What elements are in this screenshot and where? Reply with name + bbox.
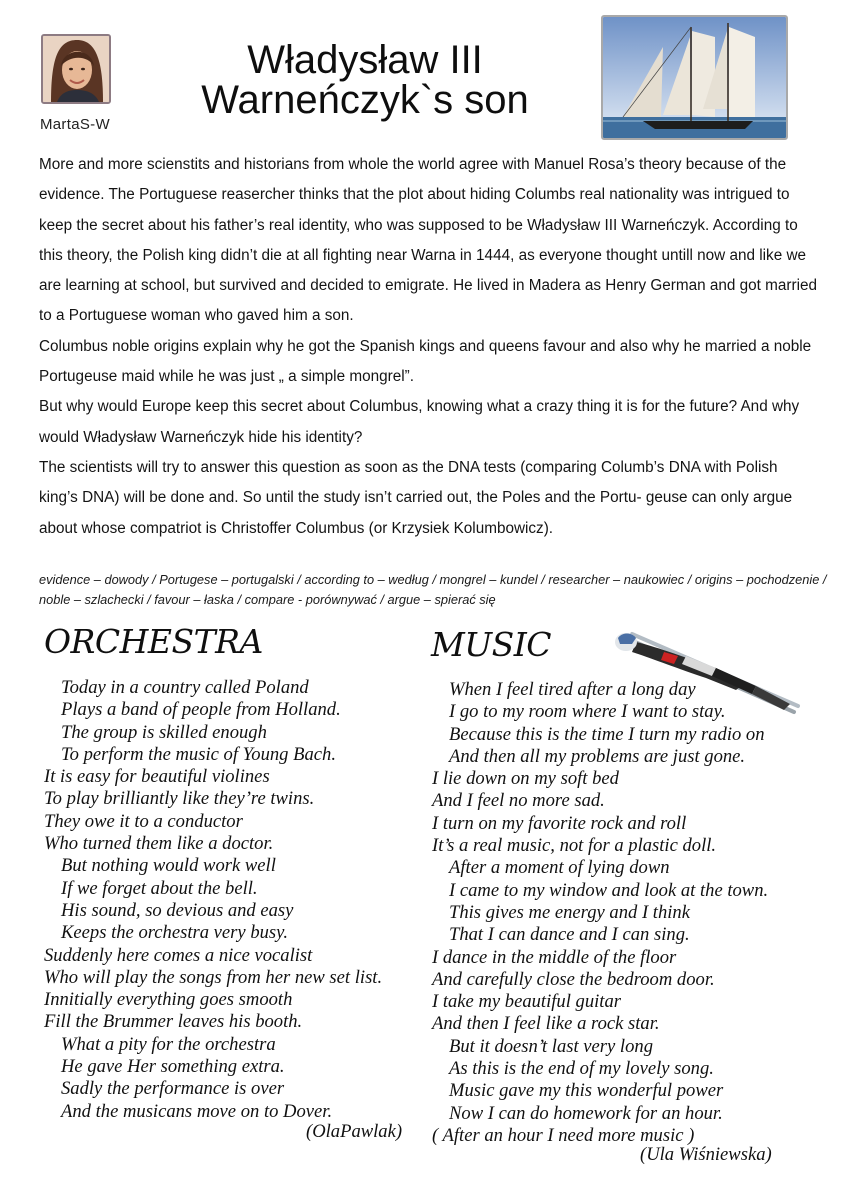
poem-line: If we forget about the bell. [61,877,258,899]
poem-line: But nothing would work well [61,855,276,877]
poem-line: And then all my problems are just gone. [449,745,746,767]
poem-line: Who will play the songs from her new set list. [44,966,383,988]
poem-line: And I feel no more sad. [432,790,605,812]
vocabulary-list: evidence – dowody / Portugese – portugalski / according to – według / mongrel – kundel / researcher – naukowiec / origins – pochodzenie / noble – szlachecki / favour – łaska / compare - porównywać / argue – spierać się [39,572,827,607]
orchestra-poem-author: (OlaPawlak) [306,1121,403,1142]
poem-line: Sadly the performance is over [61,1078,285,1100]
poem-line: Today in a country called Poland [61,677,309,698]
poem-line: But it doesn’t last very long [449,1035,653,1057]
poem-line: He gave Her something extra. [61,1056,285,1078]
article-paragraph: The scientists will try to answer this question as soon as the DNA tests (comparing Columb’s DNA with Polish king’s DNA) will be done and. So until the study isn’t carried out, the Poles and the Portu- geuse can only argue about whose compatriot is Christoffer Columbus (or Krzysiek Kolumbowicz). [39,458,793,537]
poem-line: It is easy for beautiful violines [44,766,270,788]
poem-line: This gives me energy and I think [449,901,690,923]
poem-line: The group is skilled enough [61,721,267,743]
poem-line: What a pity for the orchestra [61,1033,276,1055]
poem-line: I turn on my favorite rock and roll [432,812,687,834]
poem-line: Fill the Brummer leaves his booth. [44,1011,303,1033]
poem-line: I came to my window and look at the town. [449,879,769,901]
orchestra-poem-title: ORCHESTRA [44,622,263,661]
music-poem-author: (Ula Wiśniewska) [640,1144,772,1165]
poem-line: His sound, so devious and easy [61,899,294,921]
poem-line: ( After an hour I need more music ) [432,1124,695,1146]
music-poem [432,679,768,1147]
poem-line: Innitially everything goes smooth [44,989,293,1011]
poem-line: To perform the music of Young Bach. [61,743,336,765]
poem-line: It’s a real music, not for a plastic doll. [432,835,717,857]
poem-line: After a moment of lying down [449,857,670,879]
poem-line: Keeps the orchestra very busy. [61,922,289,944]
poem-line: And the musicans move on to Dover. [61,1100,333,1122]
poem-line: I dance in the middle of the floor [432,946,677,968]
orchestra-poem [44,677,382,1123]
poem-line: I take my beautiful guitar [432,991,621,1013]
poem-line: To play brilliantly like they’re twins. [44,788,315,810]
poem-line: Who turned them like a doctor. [44,833,274,855]
article-paragraph: Columbus noble origins explain why he got the Spanish kings and queens favour and also why he married a noble Portugeuse maid while he was just „ a simple mongrel”. [39,337,812,386]
poem-line: That I can dance and I can sing. [449,924,690,946]
poem-line: Suddenly here comes a nice vocalist [44,944,313,966]
sailing-ship-photo [601,15,788,140]
page-title [130,40,600,120]
music-poem-title: MUSIC [431,625,551,664]
poem-line: Because this is the time I turn my radio on [449,723,765,745]
poem-line: Plays a band of people from Holland. [61,699,341,721]
poem-line: They owe it to a conductor [44,810,243,832]
article-paragraph: More and more scienstits and historians from whole the world agree with Manuel Rosa’s theory because of the evidence. The Portuguese reasercher thinks that the plot about hiding Columbs real nationality was intrigued to keep the secret about his father’s real identity, who was supposed to be Władysław III Warneńczyk. According to this theory, the Polish king didn’t die at all fighting near Warna in 1444, as everyone thought untill now and like we are learning at school, but survived and decided to emigrate. He lived in Madera as Henry German and got married to a Portuguese woman who gaved him a son. [39,156,818,325]
poem-line: And carefully close the bedroom door. [432,968,715,990]
poem-line: Now I can do homework for an hour. [449,1102,723,1124]
title-line-2: Warneńczyk`s son [201,78,529,122]
article-body [39,150,819,544]
poem-line: And then I feel like a rock star. [432,1013,660,1035]
author-name: MartaS-W [40,116,110,133]
poem-line: When I feel tired after a long day [449,679,696,700]
author-photo [41,34,111,104]
poem-line: I go to my room where I want to stay. [449,701,726,723]
article-paragraph: But why would Europe keep this secret about Columbus, knowing what a crazy thing it is for the future? And why would Władysław Warneńczyk hide his identity? [39,398,800,446]
poem-line: As this is the end of my lovely song. [449,1058,714,1080]
poem-line: I lie down on my soft bed [432,768,619,790]
poem-line: Music gave my this wonderful power [449,1080,724,1102]
title-line-1: Władysław III [247,38,483,82]
